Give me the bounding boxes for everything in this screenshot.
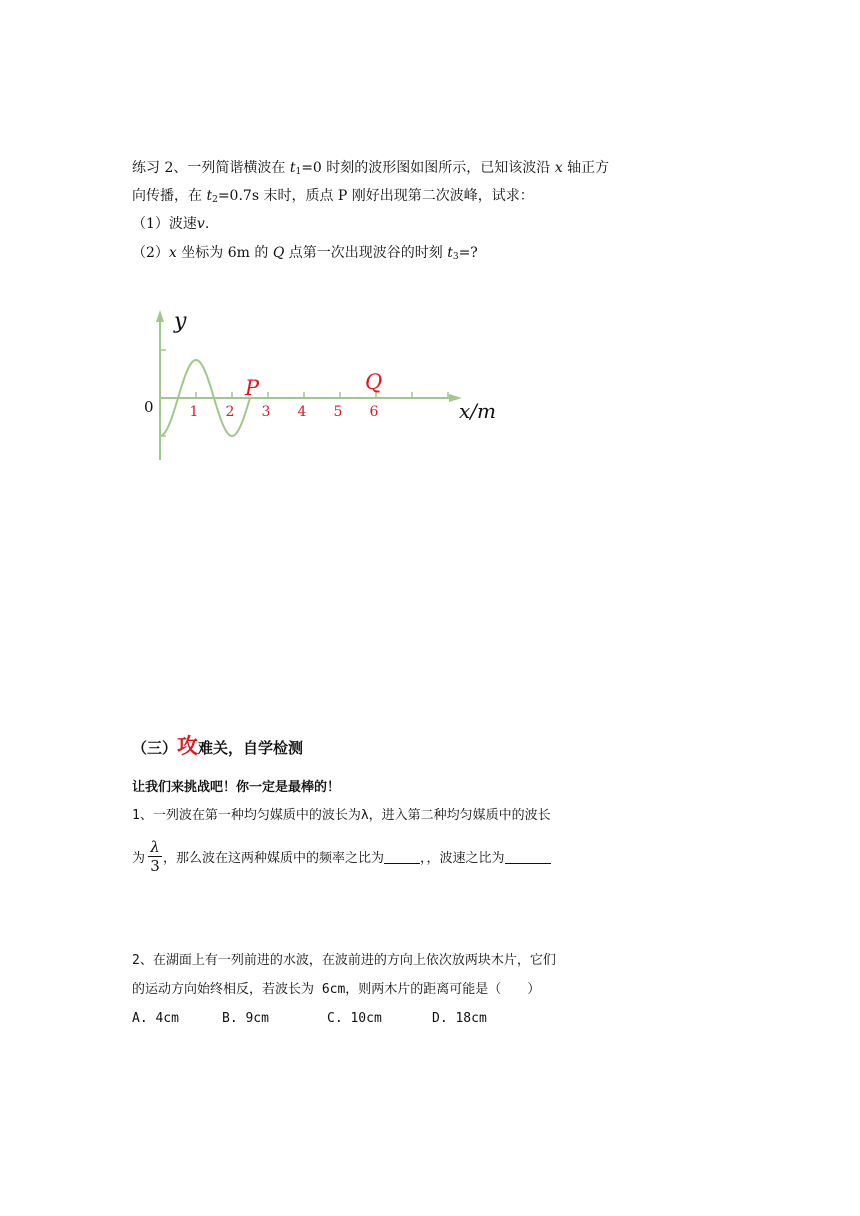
var-t1: t: [289, 160, 296, 176]
problem1-line2: 为 ，那么波在这两种媒质中的频率之比为 ，，波速之比为: [132, 849, 551, 869]
var-Q: Q: [272, 245, 285, 261]
var-x: x: [168, 245, 177, 261]
fraction-denominator: 3: [150, 857, 160, 875]
option-c: C. 10cm: [327, 1011, 382, 1026]
practice-text: （2）: [132, 245, 169, 261]
practice-text: =0.7s 末时，质点 P 刚好出现第二次波峰，试求：: [217, 188, 534, 204]
x-tick-label: 3: [261, 404, 271, 420]
fraction-lambda-over-3: [148, 838, 162, 875]
practice-line-2: [132, 186, 534, 210]
practice-line-1: [132, 158, 609, 182]
heading-emphasis: 攻: [177, 734, 199, 758]
fraction-numerator: λ: [148, 838, 162, 857]
var-v: v: [196, 216, 205, 232]
heading-suffix: 难关，自学检测: [198, 739, 304, 757]
practice-text: 轴正方: [562, 160, 610, 176]
practice-text: 坐标为 6m 的: [176, 245, 273, 261]
x-tick-label: 1: [189, 404, 199, 420]
problem2-line2: 的运动方向始终相反，若波长为 6cm，则两木片的距离可能是（ ）: [132, 982, 541, 997]
problem1-text: 为: [132, 851, 146, 866]
problem1-text: ，波速之比为: [426, 851, 505, 866]
point-Q-label: Q: [365, 370, 383, 394]
x-tick-label: 6: [369, 404, 379, 420]
x-tick-label: 2: [225, 404, 235, 420]
practice-question-2: [132, 243, 478, 267]
answer-blank-2[interactable]: [505, 849, 551, 864]
var-x: x: [554, 160, 563, 176]
problem2-options: [132, 1009, 487, 1029]
problem1-line1: 1、一列波在第一种均匀媒质中的波长为λ，进入第二种均匀媒质中的波长: [132, 808, 551, 823]
practice-text: 练习 2、一列简谐横波在: [132, 160, 290, 176]
slogan: 让我们来挑战吧！你一定是最棒的！: [132, 780, 341, 795]
problem2-line1: 2、在湖面上有一列前进的水波，在波前进的方向上依次放两块木片，它们: [132, 953, 556, 968]
heading-prefix: （三）: [132, 739, 178, 757]
practice-text: .: [204, 216, 210, 232]
x-tick-label: 5: [333, 404, 343, 420]
x-tick-label: 4: [297, 404, 307, 420]
point-P-label: P: [245, 376, 260, 400]
answer-blank-1[interactable]: [384, 849, 420, 864]
subscript: 3: [452, 252, 459, 262]
problem1-text: ，那么波在这两种媒质中的频率之比为: [163, 851, 385, 866]
y-axis-arrow: [156, 310, 164, 322]
practice-text: 点第一次出现波谷的时刻: [284, 245, 448, 261]
option-d: D. 18cm: [432, 1011, 487, 1026]
practice-text: （1）波速: [132, 216, 197, 232]
section-heading: [132, 730, 303, 760]
practice-text: =?: [458, 245, 478, 261]
x-axis-label: [459, 399, 496, 423]
origin-label: 0: [144, 398, 154, 416]
var-t3: t: [447, 245, 453, 261]
y-axis-label: y: [174, 309, 187, 334]
x-axis-label-text: x/m: [459, 399, 496, 423]
subscript: 2: [212, 195, 218, 205]
practice-text: =0 时刻的波形图如图所示，已知该波沿: [301, 160, 555, 176]
option-a: A. 4cm: [132, 1011, 179, 1026]
subscript: 1: [295, 167, 302, 177]
wave-figure: [140, 300, 520, 470]
var-t2: t: [206, 188, 213, 204]
practice-text: 向传播，在: [132, 188, 207, 204]
option-b: B. 9cm: [222, 1011, 269, 1026]
practice-question-1: [132, 214, 209, 234]
